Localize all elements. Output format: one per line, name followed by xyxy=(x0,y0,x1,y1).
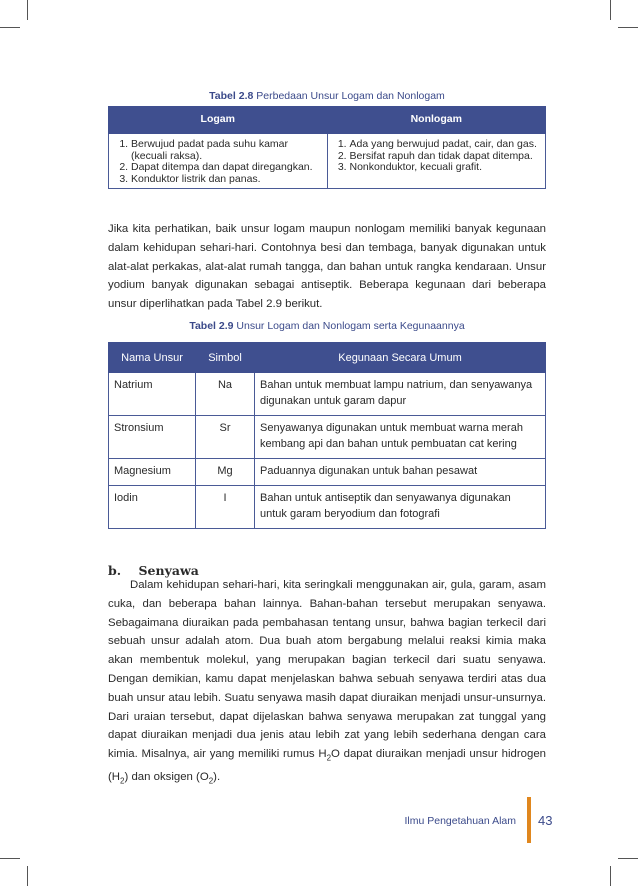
caption-text: Perbedaan Unsur Logam dan Nonlogam xyxy=(256,90,445,102)
crop-mark xyxy=(610,866,611,886)
body-text: ) dan oksigen (O xyxy=(124,771,209,784)
table-2-8-caption xyxy=(108,90,546,102)
element-symbol: Sr xyxy=(196,416,255,459)
section-letter: b. xyxy=(108,563,122,578)
list-item: 2. Bersifat rapuh dan tidak dapat ditempa. xyxy=(350,151,542,163)
element-symbol: I xyxy=(196,486,255,529)
logam-cell xyxy=(109,134,328,189)
crop-mark xyxy=(610,0,611,20)
element-name: Natrium xyxy=(109,373,196,416)
table-row xyxy=(109,459,546,486)
list-item: 1. Berwujud padat pada suhu kamar (kecuali raksa). xyxy=(131,139,323,162)
table-row xyxy=(109,486,546,529)
nonlogam-cell xyxy=(327,134,546,189)
element-name: Iodin xyxy=(109,486,196,529)
section-title: Senyawa xyxy=(138,563,199,578)
crop-mark xyxy=(0,27,20,28)
element-use: Senyawanya digunakan untuk membuat warna merah kembang api dan bahan untuk pembuatan cat kering xyxy=(255,416,546,459)
paragraph-intro: Jika kita perhatikan, baik unsur logam maupun nonlogam memiliki banyak kegunaan dalam kehidupan sehari-hari. Contohnya besi dan tembaga, banyak digunakan untuk alat-alat perkakas, alat-alat rumah tangga, dan bahan untuk rangka kendaraan. Unsur yodium banyak digunakan sebagai antiseptik. Beberapa kegunaan dari beberapa unsur diperlihatkan pada Tabel 2.9 berikut. xyxy=(108,223,546,311)
table-row xyxy=(109,373,546,416)
crop-mark xyxy=(0,858,20,859)
header-nama-unsur: Nama Unsur xyxy=(109,343,196,373)
header-nonlogam: Nonlogam xyxy=(327,107,546,134)
element-name: Stronsium xyxy=(109,416,196,459)
body-text: dapat diuraikan menjadi unsur hidrogen (H xyxy=(108,748,546,784)
formula-o: O xyxy=(331,748,340,761)
table-2-9 xyxy=(108,342,546,529)
table-2-8 xyxy=(108,106,546,189)
body-text: ). xyxy=(213,771,221,784)
header-kegunaan: Kegunaan Secara Umum xyxy=(255,343,546,373)
header-logam: Logam xyxy=(109,107,328,134)
element-use: Bahan untuk antiseptik dan senyawanya digunakan untuk garam beryodium dan fotografi xyxy=(255,486,546,529)
list-item: 3. Nonkonduktor, kecuali grafit. xyxy=(350,162,542,174)
header-simbol: Simbol xyxy=(196,343,255,373)
list-item: 1. Ada yang berwujud padat, cair, dan gas. xyxy=(350,139,542,151)
caption-text: Unsur Logam dan Nonlogam serta Kegunaannya xyxy=(236,320,465,332)
book-title: Ilmu Pengetahuan Alam xyxy=(404,815,516,827)
element-name: Magnesium xyxy=(109,459,196,486)
element-symbol: Mg xyxy=(196,459,255,486)
crop-mark xyxy=(618,858,638,859)
table-row xyxy=(109,416,546,459)
section-body xyxy=(108,576,546,791)
element-use: Bahan untuk membuat lampu natrium, dan senyawanya digunakan untuk garam dapur xyxy=(255,373,546,416)
formula-subscript: 2 xyxy=(208,776,214,786)
caption-label: Tabel 2.8 xyxy=(209,90,254,102)
crop-mark xyxy=(618,27,638,28)
formula-subscript: 2 xyxy=(120,776,125,786)
footer-accent-bar xyxy=(527,797,531,843)
page-number: 43 xyxy=(538,813,553,828)
formula-subscript: 2 xyxy=(326,753,332,763)
element-symbol: Na xyxy=(196,373,255,416)
body-text: Dalam kehidupan sehari-hari, kita seringkali menggunakan air, gula, garam, asam cuka, dan beberapa bahan lainnya. Bahan-bahan tersebut merupakan senyawa. Sebagaimana diuraikan pada pembahasan tentang unsur, bahwa bagian terkecil dari sebuah unsur adalah atom. Dua buah atom bergabung melalui reaksi kimia maka akan membentuk molekul, yang merupakan bagian terkecil dari suatu senyawa. Dengan demikian, kamu dapat menjelaskan bahwa sebuah senyawa terdiri atas dua buah unsur atau lebih. Suatu senyawa masih dapat diuraikan menjadi unsur-unsurnya. Dari uraian tersebut, dapat dijelaskan bahwa senyawa merupakan zat tunggal yang dapat diuraikan menjadi dua jenis atau lebih zat yang lebih sederhana dengan cara kimia. Misalnya, air yang memiliki rumus H xyxy=(108,579,546,761)
table-2-9-caption xyxy=(108,320,546,332)
caption-label: Tabel 2.9 xyxy=(189,320,234,332)
element-use: Paduannya digunakan untuk bahan pesawat xyxy=(255,459,546,486)
crop-mark xyxy=(27,0,28,20)
list-item: 3. Konduktor listrik dan panas. xyxy=(131,174,323,186)
crop-mark xyxy=(27,866,28,886)
list-item: 2. Dapat ditempa dan dapat diregangkan. xyxy=(131,162,323,174)
